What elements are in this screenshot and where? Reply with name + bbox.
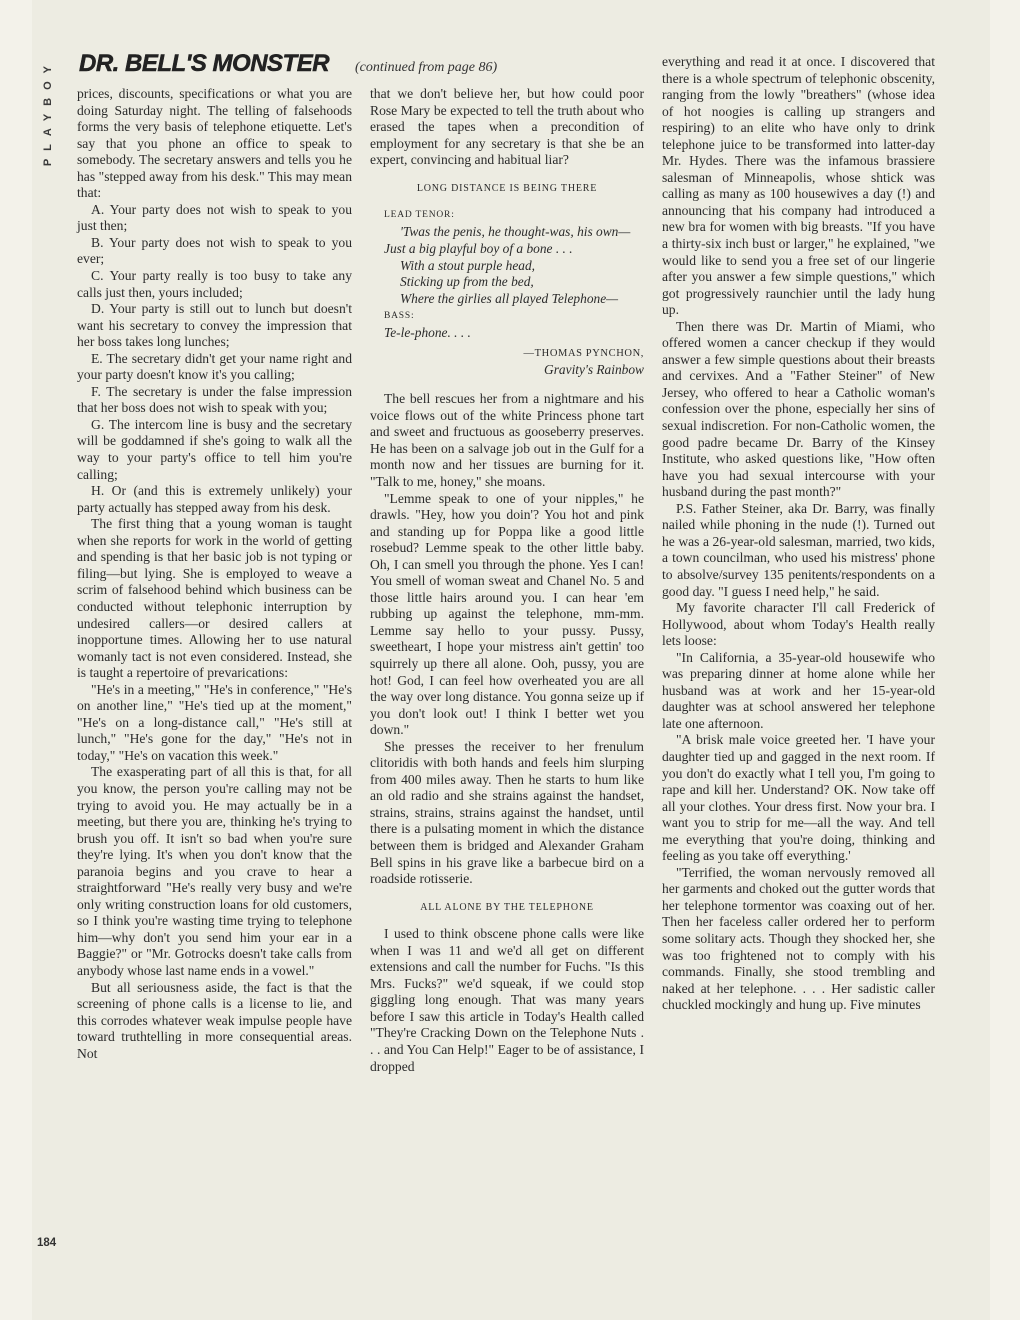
paragraph: G. The intercom line is busy and the secretary will be goddamned if she's going to walk all the way to your party's office to tell him you're calling; xyxy=(77,416,352,482)
poem-role: LEAD TENOR: xyxy=(384,210,455,221)
article-title: DR. BELL'S MONSTER xyxy=(79,50,330,77)
paragraph: "Lemme speak to one of your nipples," he drawls. "Hey, how you doin'? You hot and pink and standing up for Poppa like a good little rosebud? Lemme speak to the other little baby. Oh, I can smell you through the phone. Yes I can! You smell of woman sweat and Chanel No. 5 and those little hairs around you. I can hear 'em rubbing up against the telephone, mm-mm. Lemme say hello to your pussy. Pussy, sweetheart, I hope your mistress ain't gettin' too squirrely up there all alone. Ooh, pussy, you are hot! God, I can feel how overheated you are all the way over long distance. You gonna seize up if you don't look out! I think I better wet you down." xyxy=(370,490,644,738)
paragraph: H. Or (and this is extremely unlikely) your party actually has stepped away from his desk. xyxy=(77,483,352,515)
poem-line: Where the girlies all played Telephone— xyxy=(400,291,619,307)
paragraph: C. Your party really is too busy to take any calls just then, yours included; xyxy=(77,268,352,300)
paragraph: Then there was Dr. Martin of Miami, who offered women a cancer checkup if they would answer a few simple questions about their breasts and cervixes. And a "Father Steiner" of New Jersey, who offered to hear a Catholic woman's confession over the phone, especially her sins of sexual indiscretion. For non-Catholic women, the good padre became Dr. Barry of the Kinsey Institute, who asked questions like, "How often have you had sexual intercourse with your husband during the past month?" xyxy=(662,318,935,500)
paragraph: that we don't believe her, but how could poor Rose Mary be expected to tell the truth about who erased the tapes when a precondition of employment for any secretary is that she be an expert, convincing and habitual liar? xyxy=(370,86,644,168)
poem-attribution: —THOMAS PYNCHON, xyxy=(523,347,644,359)
paragraph: The bell rescues her from a nightmare and his voice flows out of the white Princess phone tart and sweet and fructuous as gooseberry preserves. He has been on a salvage job out in the Gulf for a month now and her tissues are burning for it. "Talk to me, honey," she moans. xyxy=(370,391,644,489)
poem-line: 'Twas the penis, he thought-was, his own— xyxy=(400,224,631,240)
paragraph: My favorite character I'll call Frederick of Hollywood, about whom Today's Health really lets loose: xyxy=(662,600,935,649)
poem-line: With a stout purple head, xyxy=(400,257,536,273)
column-3 xyxy=(662,54,935,1014)
paragraph: everything and read it at once. I discovered that there is a whole spectrum of telephonic obscenity, ranging from the lowly "breathers" (whose idea of hot noogies is calling up strangers and respiring) to an elite who have only to drink telephone juice to be transformed into latter-day Mr. Hydes. There was the infamous brassiere salesman of Minneapolis, whose shtick was calling as many as 100 housewives a day (!) and announcing that his company had introduced a new bra for women with big breasts. "If you have a thirty-six inch bust or larger," he explained, "we would like to send you a free set of our lingerie after you answer a few simple questions," which got progressively raunchier until the lady hung up. xyxy=(662,54,935,318)
paragraph: She presses the receiver to her frenulum clitoridis with both hands and feels him slurping from 400 miles away. Then he starts to hum like an old radio and she strains against the handset, strains, strains, strains against the handset, until there is a pulsating moment in which the distance between them is bridged and Alexander Graham Bell spins in his grave like a barbecue bird on a roadside rotisserie. xyxy=(370,738,644,887)
paragraph: E. The secretary didn't get your name right and your party doesn't know it's you calling; xyxy=(77,350,352,383)
continued-note: (continued from page 86) xyxy=(355,60,498,75)
paragraph: The first thing that a young woman is taught when she reports for work in the world of getting and spending is that her basic job is not typing or filing—but lying. She is employed to weave a scrim of falsehood behind which business can be conducted without telephonic interruption by undesired callers—or desired callers at inopportune times. Allowing her to use natural womanly tact is not even considered. Instead, she is taught a repertoire of prevarications: xyxy=(77,516,352,681)
magazine-name: PLAYBOY xyxy=(42,58,54,167)
paragraph: "He's in a meeting," "He's in conference," "He's on another line," "He's tied up at the moment," "He's on a long-distance call," "He's still at lunch," "He's gone for the day," "He's not in today," "He's on vacation this week." xyxy=(77,681,352,763)
section-heading: LONG DISTANCE IS BEING THERE xyxy=(416,182,598,194)
poem-source: Gravity's Rainbow xyxy=(544,362,644,378)
epigraph-poem xyxy=(370,207,644,379)
paragraph: The exasperating part of all this is that, for all you know, the person you're calling may not be trying to avoid you. He may actually be in a meeting, but there you are, thinking he's trying to brush you off. It isn't so bad when you're sure they're lying. It's when you don't know that the paranoia begins and you crave to hear a straightforward "He's really very busy and we're only writing construction loans for old customers, so I think you're wasting time trying to telephone him—why don't you send him your ear in a Baggie?" or "Mr. Gotrocks doesn't take calls from anybody whose last name ends in a vowel." xyxy=(77,764,352,978)
page-number: 184 xyxy=(37,1237,57,1249)
paragraph: prices, discounts, specifications or what you are doing Saturday night. The telling of falsehoods forms the very basis of telephone etiquette. Let's say that you phone an office to speak to somebody. The secretary answers and tells you he has "stepped away from his desk." This may mean that: xyxy=(77,86,352,201)
section-heading: ALL ALONE BY THE TELEPHONE xyxy=(420,901,594,913)
paragraph: "A brisk male voice greeted her. 'I have your daughter tied up and gagged in the next room. If you don't do exactly what I tell you, I'm going to rape and kill her. Understand? OK. Now take off all your clothes. Your dress first. Now your bra. I want you to strip for me—all the way. And tell me everything that you're doing, thinking and feeling as you take off everything.' xyxy=(662,732,935,864)
paragraph: P.S. Father Steiner, aka Dr. Barry, was finally nailed while phoning in the nude (!). Turned out he was a 26-year-old salesman, married, two kids, a town councilman, who used his mistress' phone to absolve/survey 135 penitents/respondents on a good day. "I guess I need help," he said. xyxy=(662,500,935,599)
poem-role: BASS: xyxy=(384,311,415,322)
poem-line: Sticking up from the bed, xyxy=(400,274,534,290)
paragraph: D. Your party is still out to lunch but doesn't want his secretary to convey the impression that her boss takes long lunches; xyxy=(77,301,352,350)
column-1 xyxy=(77,86,352,1062)
poem-line: Just a big playful boy of a bone . . . xyxy=(384,240,573,256)
paragraph: But all seriousness aside, the fact is that the screening of phone calls is a license to lie, and this corrodes whatever weak impulse people have toward truthtelling in more consequential areas. Not xyxy=(77,979,352,1061)
column-2 xyxy=(370,86,644,1075)
paragraph: "Terrified, the woman nervously removed all her garments and choked out the gutter words that her telephone tormentor was coaxing out of her. Then her faceless caller ordered her to perform some solitary acts. Though they shocked her, she was too frightened not to comply with his commands. Finally, she stood trembling and naked at her telephone. . . . Her sadistic caller chuckled mockingly and hung up. Five minutes xyxy=(662,864,935,1013)
poem-line: Te-le-phone. . . . xyxy=(384,324,471,340)
paragraph: A. Your party does not wish to speak to you just then; xyxy=(77,201,352,234)
paragraph: I used to think obscene phone calls were like when I was 11 and we'd all get on different extensions and call the number for Fuchs. "Is this Mrs. Fucks?" we'd squeak, if we could stop giggling long enough. That was many years before I saw this article in Today's Health called "They're Cracking Down on the Telephone Nuts . . . and You Can Help!" Eager to be of assistance, I dropped xyxy=(370,926,644,1074)
paragraph: F. The secretary is under the false impression that her boss does not wish to speak with you; xyxy=(77,383,352,416)
paragraph: B. Your party does not wish to speak to you ever; xyxy=(77,234,352,267)
paragraph: "In California, a 35-year-old housewife who was preparing dinner at home alone while her husband was at work and her 15-year-old daughter was at school answered her telephone late one afternoon. xyxy=(662,649,935,731)
